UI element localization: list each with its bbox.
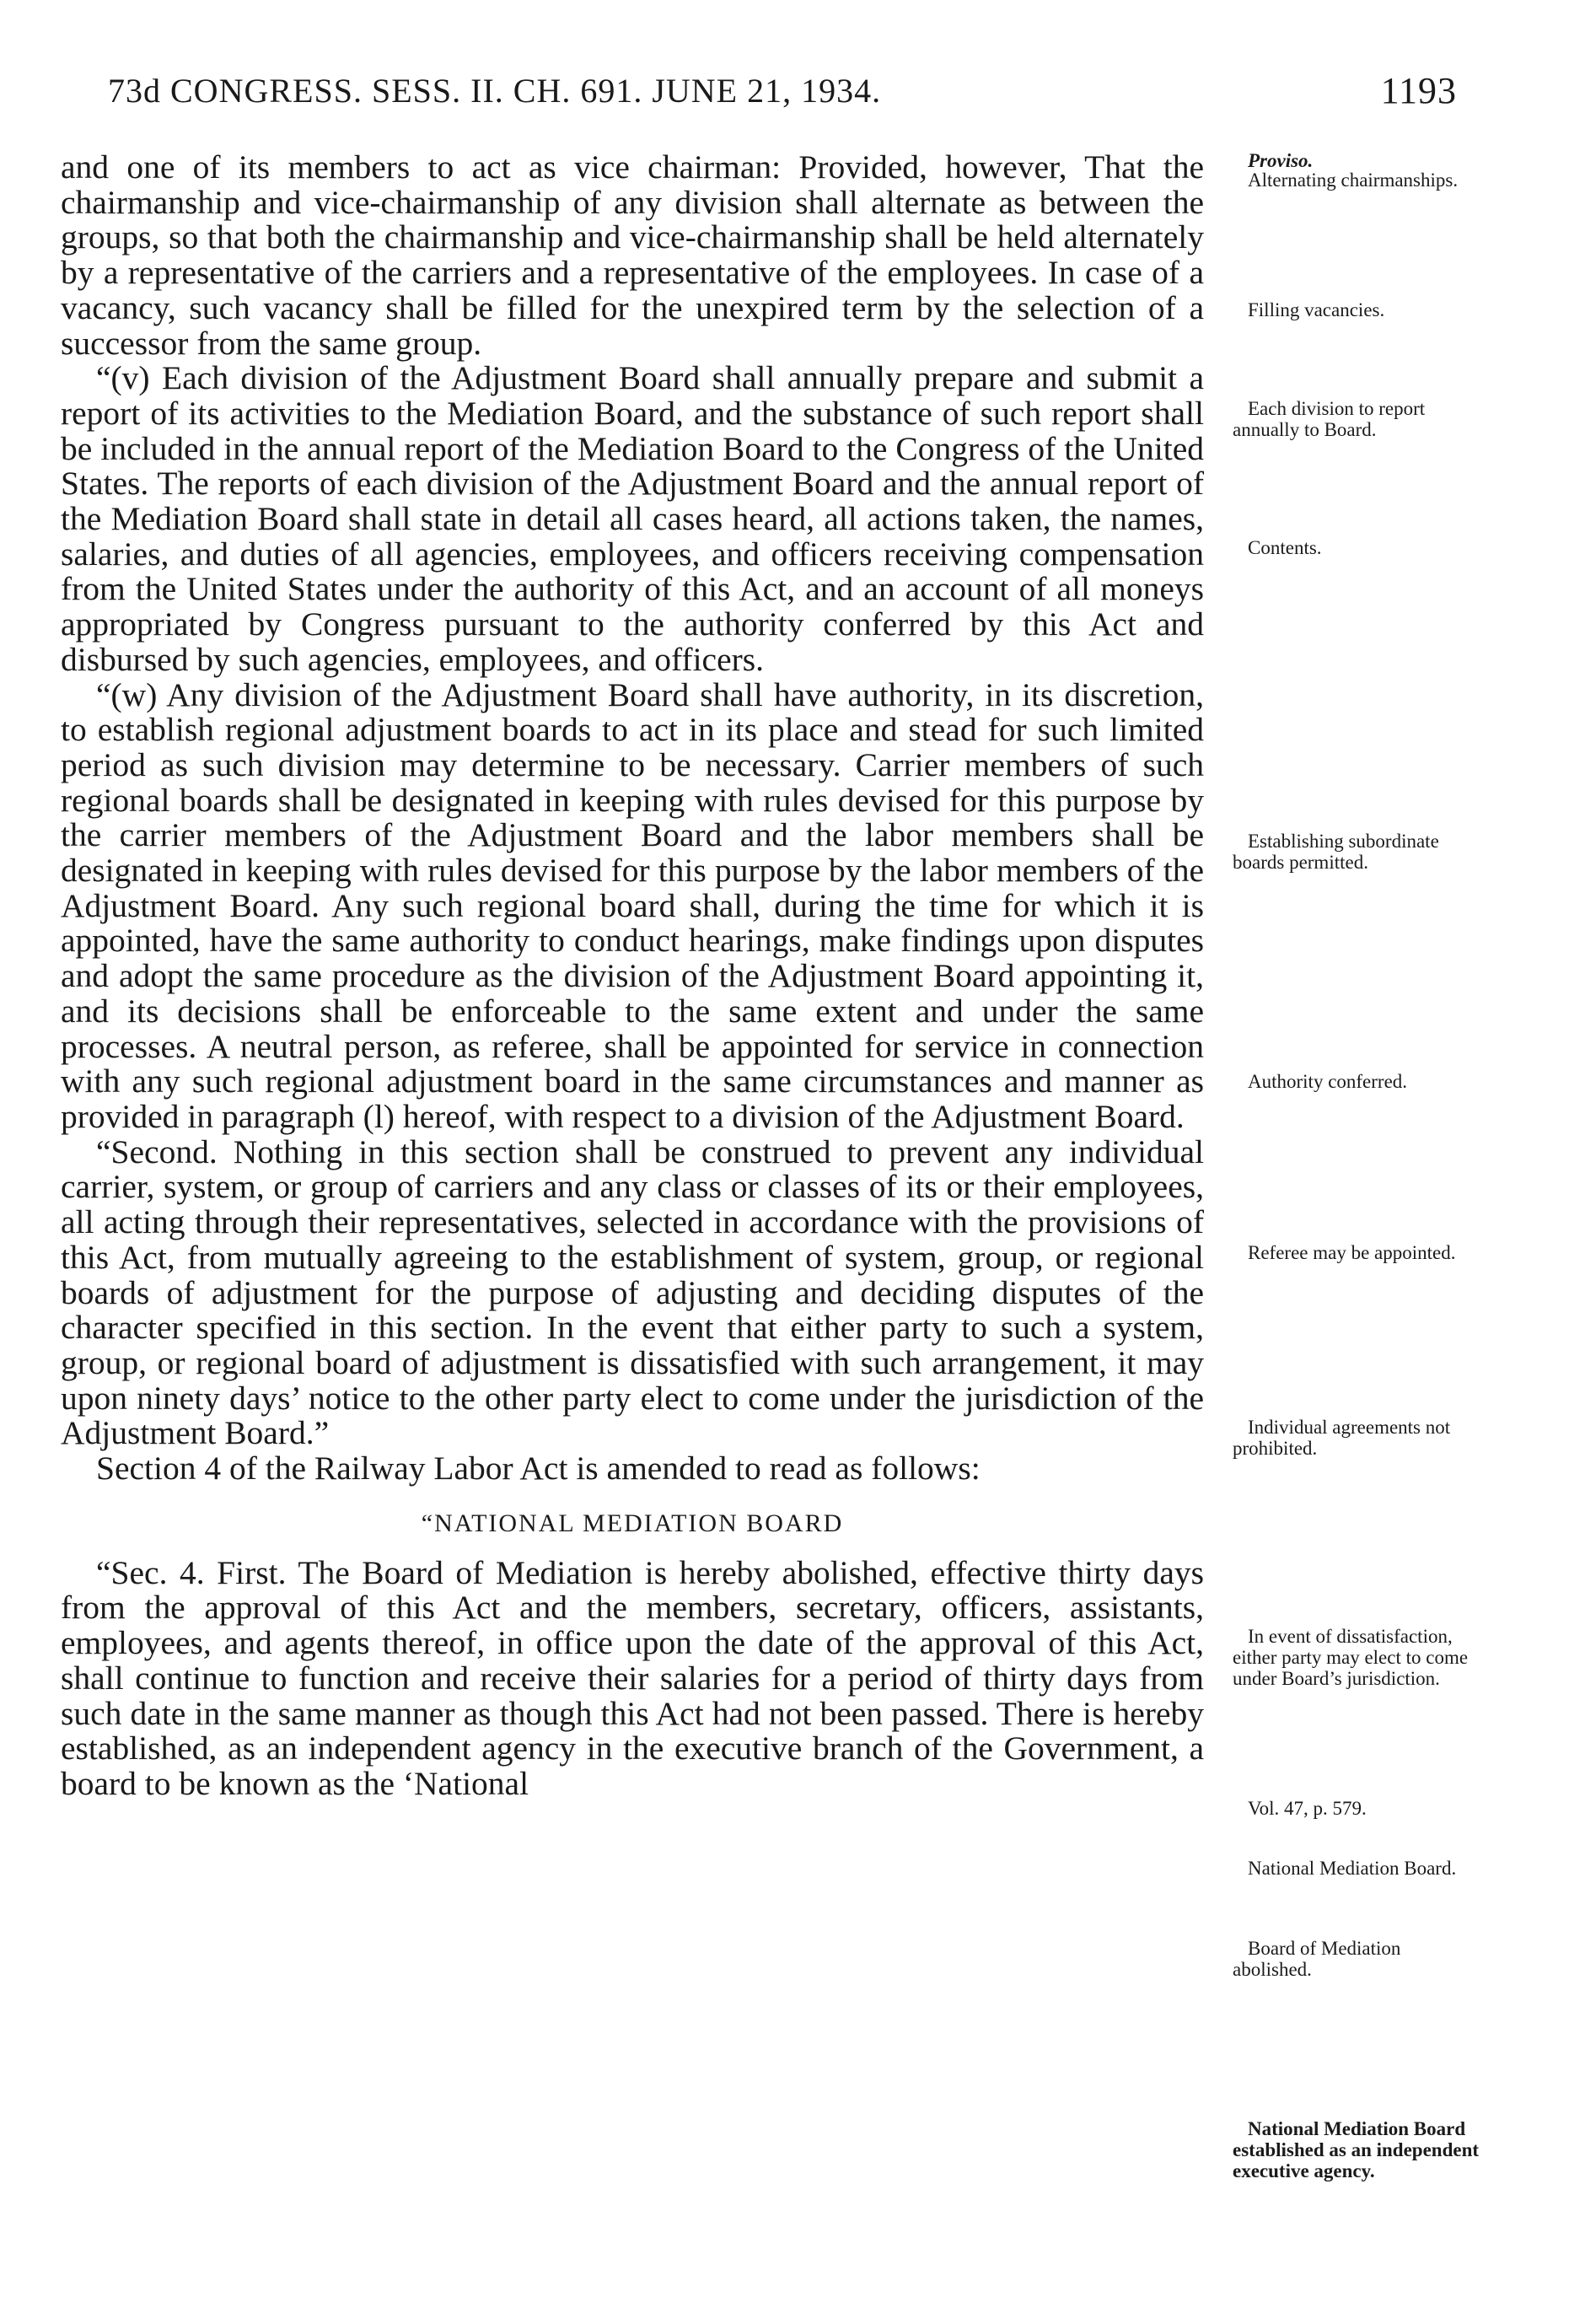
sidenote-board-abolished: Board of Mediation abolished. — [1233, 1938, 1401, 1980]
sidenote-referee: Referee may be appointed. — [1248, 1242, 1456, 1263]
sidenote-proviso: Proviso. — [1248, 150, 1314, 171]
sidenote-national-mediation: National Mediation Board. — [1248, 1858, 1457, 1879]
running-head: 73d CONGRESS. SESS. II. CH. 691. JUNE 21, 1934. — [108, 72, 882, 110]
sidenote-board-established: National Mediation Board established as an independent executive agency. — [1233, 2118, 1480, 2181]
page-header — [108, 71, 1457, 121]
paragraph-sec-4-first: “Sec. 4. First. The Board of Mediation is hereby abolished, effective thirty days from the approval of this Act and the members, secretary, officers, assistants, employees, and agents thereof, in office upon the date of the approval of this Act, shall continue to function and receive their salaries for a period of thirty days from such date in the same manner as though this Act had not been passed. There is hereby established, as an independent agency in the executive branch of the Government, a board to be known as the ‘National — [61, 1553, 1204, 1802]
sidenote-individual-agreements: Individual agreements not prohibited. — [1233, 1417, 1451, 1459]
section-heading: “NATIONAL MEDIATION BOARD — [421, 1509, 844, 1537]
paragraph-section-4-intro: Section 4 of the Railway Labor Act is amended to read as follows: — [96, 1450, 981, 1487]
sidenote-alternating: Alternating chairmanships. — [1248, 169, 1459, 191]
sidenote-volume-ref: Vol. 47, p. 579. — [1248, 1798, 1367, 1819]
sidenote-contents: Contents. — [1248, 537, 1322, 558]
main-text — [61, 150, 1204, 1802]
sidenote-filling-vacancies: Filling vacancies. — [1248, 299, 1385, 320]
paragraph-v: “(v) Each division of the Adjustment Board shall annually prepare and submit a report of its activities to the Mediation Board, and the substance of such report shall be included in the annual report of the Mediation Board to the Congress of the United States. The reports of each division of the Adjustment Board and the annual report of the Mediation Board shall state in detail all cases heard, all actions taken, the names, salaries, and duties of all agencies, employees, and officers receiving compensation from the United States under the authority of this Act, and an account of all moneys appropriated by Congress pursuant to the authority conferred by this Act and disbursed by such agencies, employees, and officers. — [61, 359, 1204, 678]
sidenote-authority: Authority conferred. — [1248, 1071, 1408, 1092]
paragraph-second: “Second. Nothing in this section shall be construed to prevent any individual carrier, system, or group of carriers and any class or classes of its or their employees, all acting through their representatives, selected in accordance with the provisions of this Act, from mutually agreeing to the establishment of system, group, or regional boards of adjustment for the purpose of adjusting and deciding disputes of the character specified in this section. In the event that either party to such a system, group, or regional board of adjustment is dissatisfied with such arrangement, it may upon ninety days’ notice to the other party elect to come under the jurisdiction of the Adjustment Board.” — [61, 1132, 1204, 1452]
sidenote-dissatisfaction: In event of dissatisfaction, either party may elect to come under Board’s jurisdiction. — [1233, 1626, 1469, 1689]
sidenote-subordinate-boards: Establishing subordinate boards permitted. — [1233, 831, 1439, 873]
page-number: 1193 — [1380, 70, 1457, 111]
sidenote-report-annually: Each division to report annually to Board. — [1233, 398, 1426, 440]
paragraph-chairmanship: and one of its members to act as vice chairman: Provided, however, That the chairmanship and vice-chairmanship of any division shall alternate as between the groups, so that both the chairmanship and vice-chairmanship shall be held alternately by a representative of the carriers and a representative of the employees. In case of a vacancy, such vacancy shall be filled for the unexpired term by the selection of a successor from the same group. — [61, 148, 1204, 362]
paragraph-w: “(w) Any division of the Adjustment Board shall have authority, in its discretion, to establish regional adjustment boards to act in its place and stead for such limited period as such division may determine to be necessary. Carrier members of such regional boards shall be designated in keeping with rules devised for this purpose by the carrier members of the Adjustment Board and the labor members shall be designated in keeping with rules devised for this purpose by the labor members of the Adjustment Board. Any such regional board shall, during the time for which it is appointed, have the same authority to conduct hearings, make findings upon disputes and adopt the same procedure as the division of the Adjustment Board appointing it, and its decisions shall be enforceable to the same extent and under the same processes. A neutral person, as referee, shall be appointed for service in connection with any such regional adjustment board in the same circumstances and manner as provided in paragraph (l) hereof, with respect to a division of the Adjustment Board. — [61, 675, 1204, 1135]
